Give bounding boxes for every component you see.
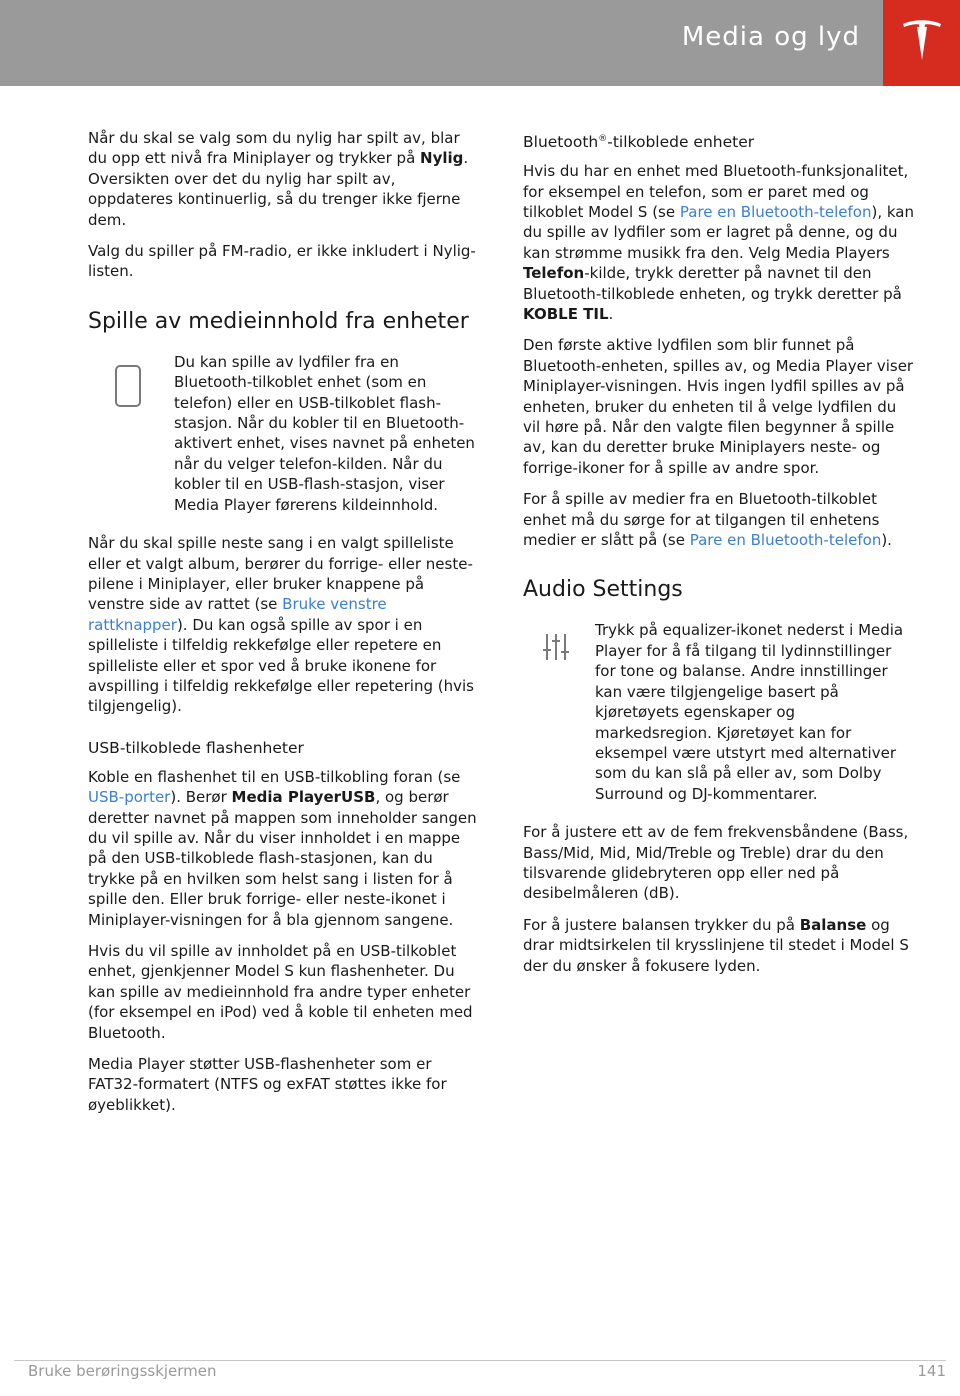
paragraph-bluetooth-intro: Hvis du har en enhet med Bluetooth-funksjonalitet, for eksempel en telefon, som er paret med og tilkoblet Model S (se Pare en Bluetooth-telefon), kan du spille av lydfiler som er lagret på denne, og du kan strømme musikk fra den. Velg Media Players Telefon-kilde, trykk deretter på navnet til den Bluetooth-tilkoblede enheten, og trykk deretter på KOBLE TIL.	[523, 162, 914, 323]
paragraph-frequency-bands: For å justere ett av de fem frekvensbåndene (Bass, Bass/Mid, Mid, Mid/Treble og Treble) drar du den tilsvarende glidebryteren opp eller ned på desibelmåleren (dB).	[523, 823, 909, 903]
heading-play-from-devices: Spille av medieinnhold fra enheter	[88, 308, 469, 334]
link-steering-buttons[interactable]: Bruke venstre rattknapper	[88, 595, 387, 634]
heading-usb: USB-tilkoblede flashenheter	[88, 738, 304, 757]
link-pair-phone-2[interactable]: Pare en Bluetooth-telefon	[689, 531, 882, 550]
paragraph-usb-connect: Koble en flashenhet til en USB-tilkobling foran (se USB-porter). Berør Media PlayerUSB, og berør deretter navnet på mappen som inneholder sangen du vil spille av. Når du viser innholdet i en mappe på den USB-tilkoblede flash-stasjonen, kan du trykke på en hvilken som helst sang i listen for å spille den. Eller bruk forrige- eller neste-ikonet i Miniplayer-visningen for å bla gjennom sangene.	[88, 767, 477, 929]
paragraph-bluetooth-first-file: Den første aktive lydfilen som blir funnet på Bluetooth-enheten, spilles av, og Media Player viser Miniplayer-visningen. Hvis ingen lydfil spilles av på enheten, bruker du enheten til å velge lydfilen du vil høre på. Når den valgte filen begynner å spille av, kan du deretter bruke Miniplayers neste- og forrige-ikoner for å spille av andre spor.	[523, 336, 914, 477]
paragraph-balance: For å justere balansen trykker du på Balanse og drar midtsirkelen til krysslinjene til stedet i Model S der du ønsker å fokusere lyden.	[523, 915, 909, 975]
link-usb-ports[interactable]: USB-porter	[88, 788, 171, 807]
page-number: 141	[917, 1362, 946, 1380]
equalizer-note	[523, 620, 915, 804]
footer-divider	[14, 1360, 946, 1361]
tesla-logo-icon	[901, 18, 943, 68]
heading-audio-settings: Audio Settings	[523, 577, 683, 603]
left-column	[88, 128, 480, 1126]
equalizer-note-text: Trykk på equalizer-ikonet nederst i Media Player for å få tilgang til lydinnstillinger for tone og balanse. Andre innstillinger kan være tilgjengelige basert på kjøretøyets egenskaper og markedsregion. Kjøretøyet kan for eksempel være utstyrt med alternativer som du kan slå på eller av, som Dolby Surround og DJ-kommentarer.	[595, 621, 904, 803]
equalizer-icon	[541, 632, 571, 662]
paragraph-fm-radio: Valg du spiller på FM-radio, er ikke inkludert i Nylig-listen.	[88, 242, 476, 281]
phone-note	[88, 352, 480, 515]
paragraph-fat32: Media Player støtter USB-flashenheter som er FAT32-formatert (NTFS og exFAT støttes ikke for øyeblikket).	[88, 1055, 447, 1114]
right-column	[523, 128, 915, 987]
phone-note-text: Du kan spille av lydfiler fra en Bluetooth-tilkoblet enhet (som en telefon) eller en USB-tilkoblet flash-stasjon. Når du kobler til en Bluetooth-aktivert enhet, vises navnet på enheten når du velger telefon-kilden. Når du kobler til en USB-flash-stasjon, viser Media Player førerens kildeinnhold.	[174, 352, 475, 514]
heading-bluetooth: Bluetooth®-tilkoblede enheter	[523, 133, 755, 152]
paragraph-recent: Når du skal se valg som du nylig har spilt av, blar du opp ett nivå fra Miniplayer og trykker på Nylig. Oversikten over det du nylig har spilt av, oppdateres kontinuerlig, så du trenger ikke fjerne dem.	[88, 129, 469, 229]
brand-logo	[883, 0, 960, 86]
paragraph-next-song: Når du skal spille neste sang i en valgt spilleliste eller et valgt album, berører du forrige- eller neste-pilene i Miniplayer, eller bruker knappene på venstre side av rattet (se Bruke venstre rattknapper). Du kan også spille av spor i en spilleliste i tilfeldig rekkefølge eller repetere en spilleliste eller et spor ved å bruke ikonene for avspilling i tilfeldig rekkefølge eller repetering (hvis tilgjengelig).	[88, 534, 474, 716]
footer-section: Bruke berøringsskjermen	[28, 1362, 217, 1380]
link-pair-phone[interactable]: Pare en Bluetooth-telefon	[679, 202, 872, 221]
paragraph-bluetooth-access: For å spille av medier fra en Bluetooth-tilkoblet enhet må du sørge for at tilgangen til enhetens medier er slått på (se Pare en Bluetooth-telefon).	[523, 490, 892, 550]
paragraph-usb-only: Hvis du vil spille av innholdet på en USB-tilkoblet enhet, gjenkjenner Model S kun flashenheter. Du kan spille av medieinnhold fra andre typer enheter (for eksempel en iPod) ved å koble til enheten med Bluetooth.	[88, 942, 473, 1042]
page-title: Media og lyd	[681, 22, 860, 52]
phone-icon	[114, 364, 142, 408]
page-header	[0, 0, 960, 86]
